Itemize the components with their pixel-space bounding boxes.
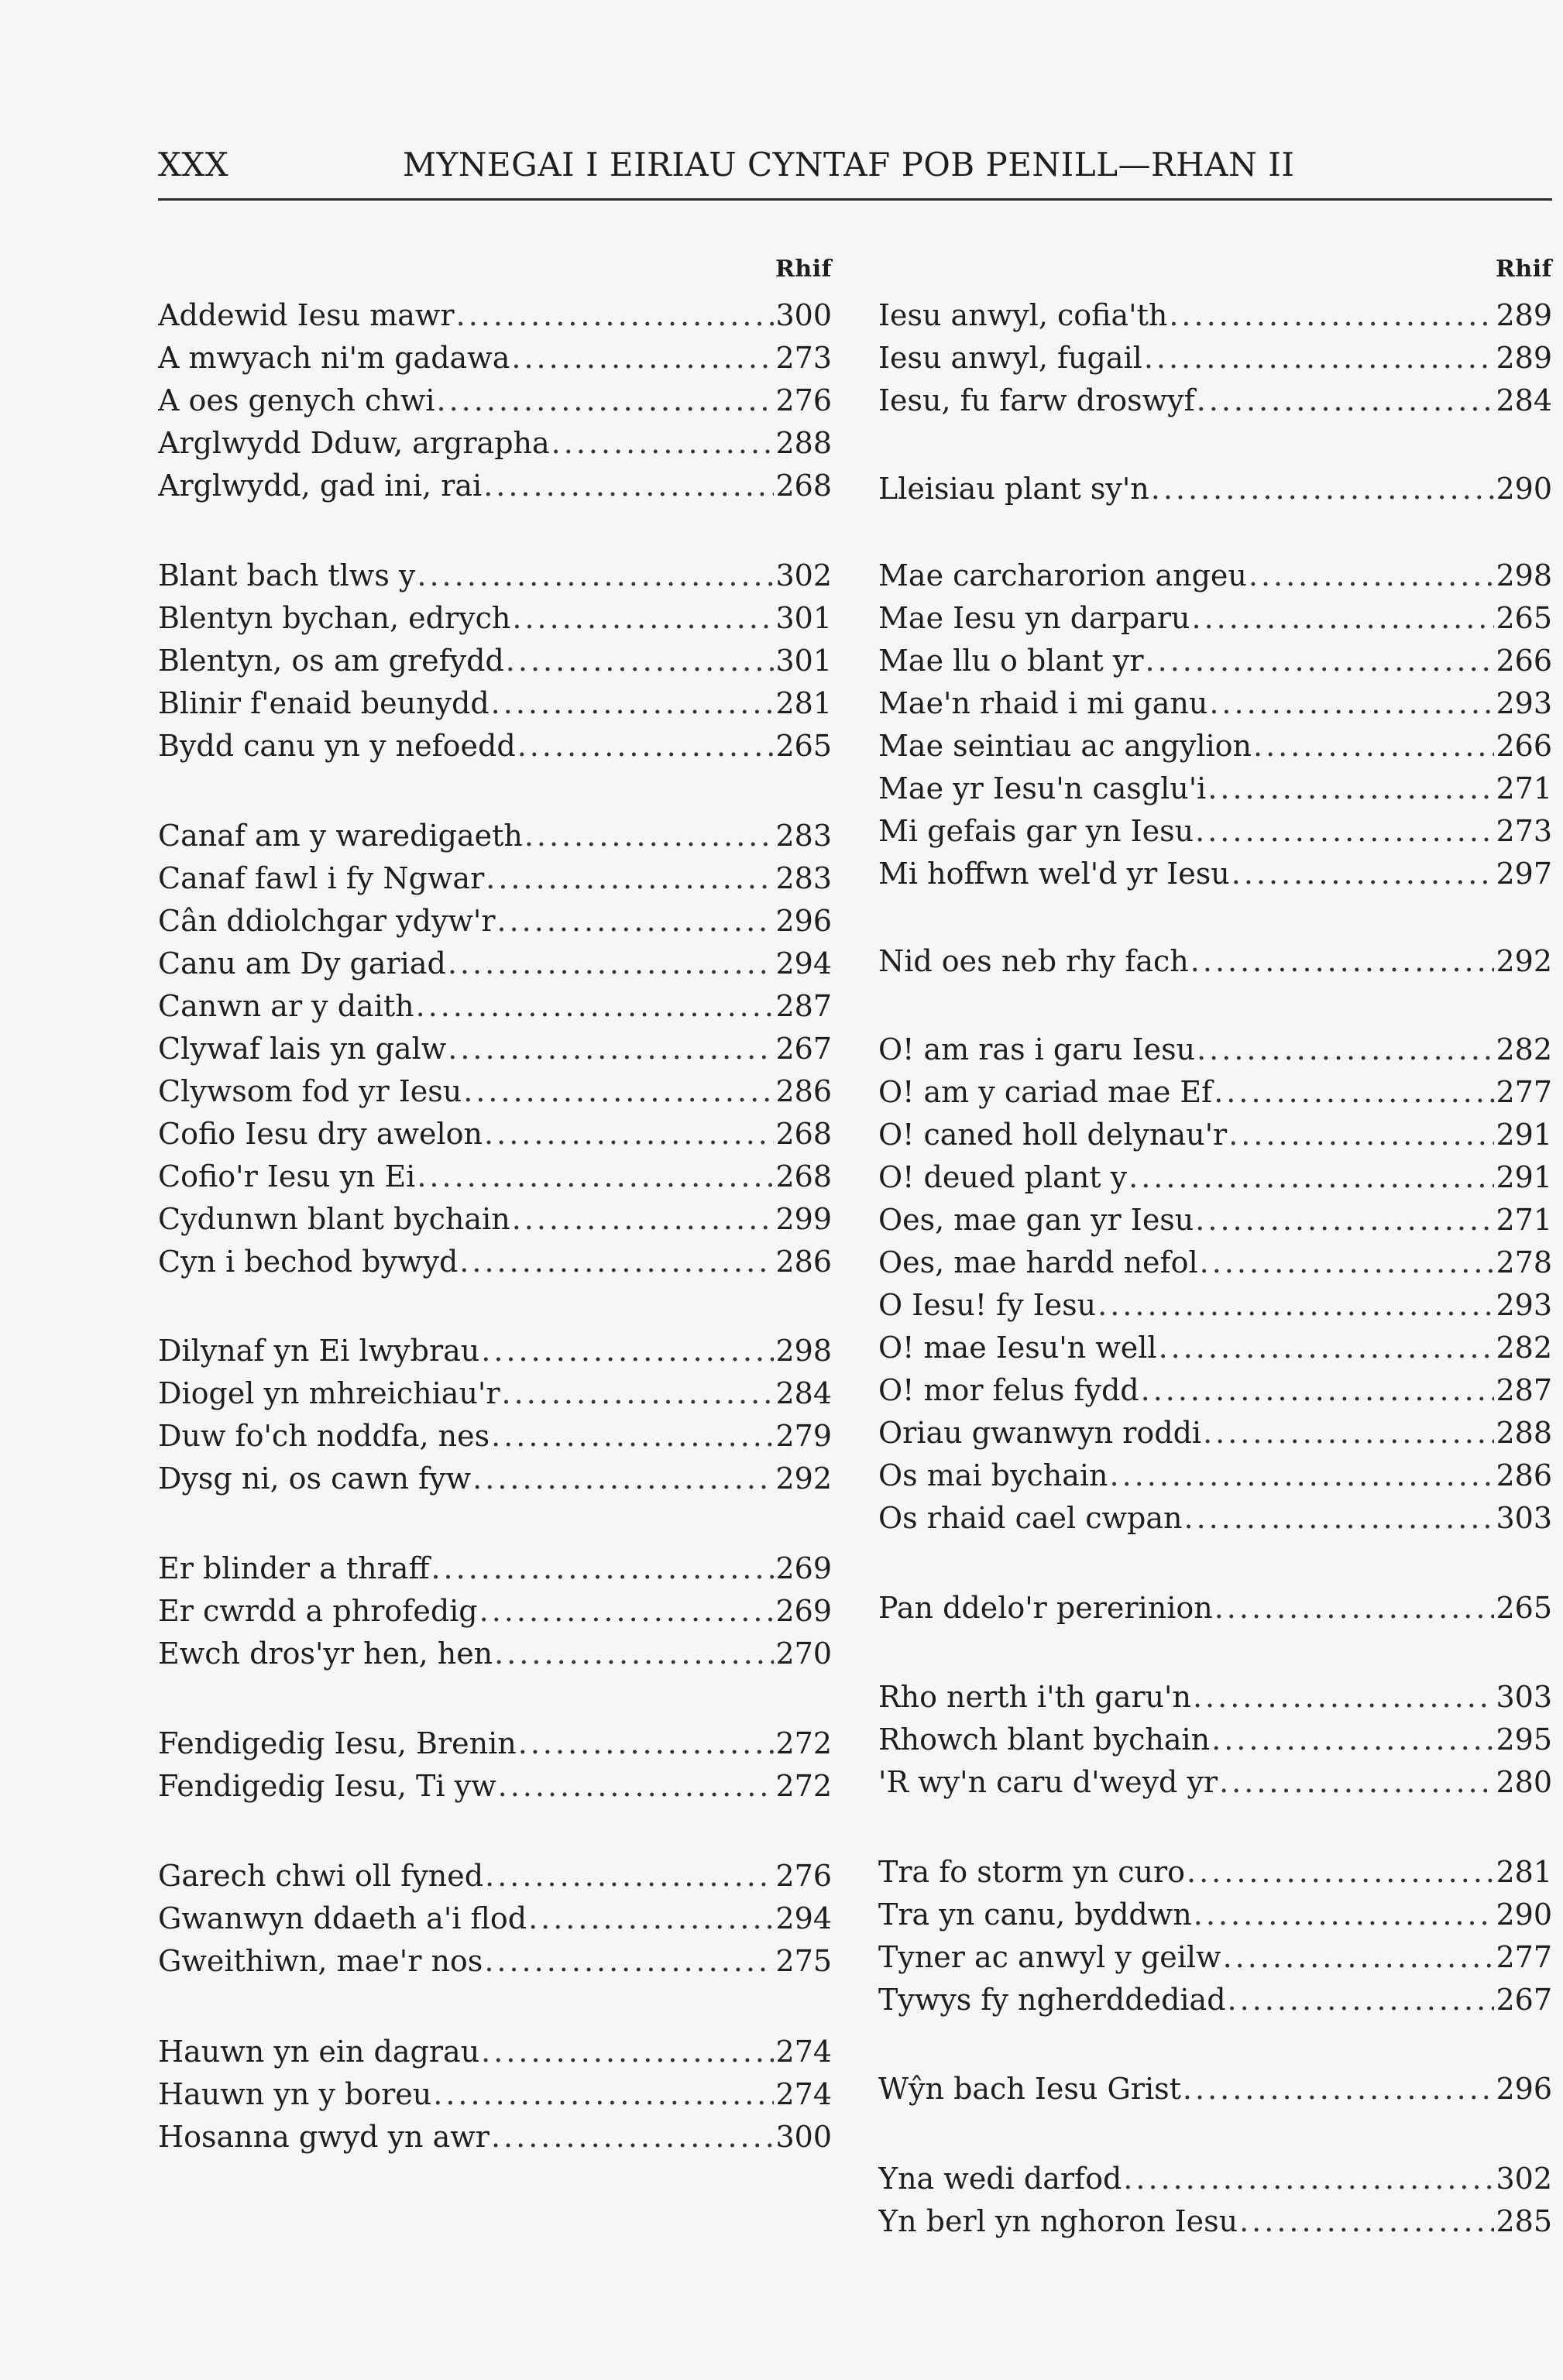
- index-entry: [878, 1330, 1552, 1365]
- entry-hymn-number: 286: [775, 1245, 832, 1279]
- index-entry: [878, 943, 1552, 979]
- entry-first-line: Mae carcharorion angeu: [878, 558, 1247, 592]
- rhif-label: Rhif: [775, 256, 832, 283]
- dot-leader: [551, 425, 775, 461]
- index-entry: [158, 1116, 832, 1152]
- entry-first-line: O! deued plant y: [878, 1160, 1128, 1194]
- entry-hymn-number: 302: [1496, 2162, 1552, 2196]
- index-entry: [158, 1244, 832, 1279]
- entry-first-line: Cydunwn blant bychain: [158, 1202, 510, 1236]
- entry-hymn-number: 302: [775, 558, 832, 592]
- entry-hymn-number: 270: [775, 1636, 832, 1671]
- index-entry: [158, 1593, 832, 1629]
- entry-hymn-number: 287: [1496, 1373, 1552, 1407]
- entry-hymn-number: 274: [775, 2077, 832, 2111]
- index-entry: [878, 1159, 1552, 1195]
- entry-first-line: A mwyach ni'm gadawa: [158, 341, 510, 375]
- index-entry: [878, 1897, 1552, 1932]
- entry-first-line: Os rhaid cael cwpan: [878, 1501, 1183, 1535]
- entry-first-line: Yn berl yn nghoron Iesu: [878, 2204, 1238, 2238]
- entry-hymn-number: 267: [1496, 1983, 1552, 2017]
- dot-leader: [1190, 943, 1495, 979]
- entry-first-line: Hosanna gwyd yn awr: [158, 2120, 490, 2154]
- entry-first-line: O Iesu! fy Iesu: [878, 1288, 1097, 1322]
- entry-hymn-number: 288: [1496, 1416, 1552, 1450]
- entry-first-line: Tra fo storm yn curo: [878, 1855, 1186, 1889]
- index-entry: [158, 2076, 832, 2112]
- index-entry: [878, 1500, 1552, 1536]
- dot-leader: [1110, 1458, 1495, 1493]
- entry-hymn-number: 265: [775, 729, 832, 763]
- dot-leader: [1197, 383, 1495, 418]
- index-entry: [158, 1858, 832, 1894]
- dot-leader: [512, 1201, 775, 1237]
- entry-hymn-number: 267: [775, 1032, 832, 1066]
- dot-leader: [463, 1073, 774, 1109]
- entry-first-line: Nid oes neb rhy fach: [878, 944, 1189, 978]
- entry-first-line: Canwn ar y daith: [158, 989, 414, 1023]
- index-entry: [878, 2203, 1552, 2239]
- entry-first-line: Diogel yn mhreichiau'r: [158, 1376, 500, 1410]
- dot-leader: [1183, 2071, 1495, 2107]
- dot-leader: [484, 1943, 774, 1979]
- dot-leader: [1151, 471, 1495, 507]
- entry-hymn-number: 283: [775, 861, 832, 895]
- entry-hymn-number: 300: [775, 2120, 832, 2154]
- index-entry: [158, 685, 832, 721]
- dot-leader: [1219, 1764, 1494, 1800]
- entry-hymn-number: 278: [1496, 1245, 1552, 1279]
- entry-first-line: Mi hoffwn wel'd yr Iesu: [878, 857, 1230, 891]
- entry-first-line: Garech chwi oll fyned: [158, 1859, 484, 1893]
- index-entry: [878, 2161, 1552, 2196]
- header-rule: [158, 198, 1552, 201]
- entry-first-line: Addewid Iesu mawr: [158, 298, 455, 332]
- entry-first-line: O! caned holl delynau'r: [878, 1118, 1228, 1152]
- dot-leader: [1194, 1897, 1495, 1932]
- dot-leader: [1159, 1330, 1495, 1365]
- index-entry: [878, 1722, 1552, 1757]
- entry-first-line: A oes genych chwi: [158, 383, 435, 417]
- index-entry: [158, 600, 832, 636]
- entry-hymn-number: 274: [775, 2035, 832, 2069]
- entry-hymn-number: 301: [775, 601, 832, 635]
- entry-first-line: Arglwydd, gad ini, rai: [158, 469, 483, 503]
- entry-first-line: Blentyn bychan, edrych: [158, 601, 511, 635]
- dot-leader: [1211, 1722, 1494, 1757]
- index-entry: [158, 1159, 832, 1194]
- entry-hymn-number: 268: [775, 469, 832, 503]
- dot-leader: [1207, 771, 1494, 806]
- entry-first-line: Canaf fawl i fy Ngwar: [158, 861, 485, 895]
- index-entry: [878, 1854, 1552, 1890]
- dot-leader: [497, 903, 775, 939]
- index-entry: [158, 1073, 832, 1109]
- dot-leader: [494, 1636, 774, 1671]
- index-entry: [878, 771, 1552, 806]
- dot-leader: [484, 1116, 774, 1152]
- index-entry: [158, 988, 832, 1024]
- dot-leader: [1187, 1854, 1494, 1890]
- dot-leader: [1195, 813, 1494, 849]
- entry-first-line: Dilynaf yn Ei lwybrau: [158, 1334, 480, 1368]
- entry-first-line: O! mae Iesu'n well: [878, 1331, 1157, 1365]
- index-entry: [158, 1943, 832, 1979]
- index-entry: [158, 1636, 832, 1671]
- dot-leader: [1203, 1415, 1494, 1451]
- index-entry: [878, 1287, 1552, 1323]
- entry-hymn-number: 299: [775, 1202, 832, 1236]
- entry-first-line: Mae llu o blant yr: [878, 644, 1144, 678]
- entry-hymn-number: 282: [1496, 1032, 1552, 1066]
- entry-first-line: O! am y cariad mae Ef: [878, 1075, 1213, 1109]
- dot-leader: [456, 297, 775, 333]
- entry-hymn-number: 303: [1496, 1680, 1552, 1714]
- dot-leader: [1253, 728, 1494, 764]
- index-entry: [878, 383, 1552, 418]
- entry-hymn-number: 279: [775, 1419, 832, 1453]
- dot-leader: [1098, 1287, 1494, 1323]
- entry-first-line: Arglwydd Dduw, argrapha: [158, 426, 550, 460]
- index-entry: [158, 2034, 832, 2069]
- entry-first-line: Hauwn yn y boreu: [158, 2077, 432, 2111]
- index-entry: [158, 2119, 832, 2155]
- index-entry: [158, 1551, 832, 1586]
- entry-hymn-number: 269: [775, 1551, 832, 1585]
- entry-hymn-number: 297: [1496, 857, 1552, 891]
- index-entry: [878, 1202, 1552, 1238]
- entry-hymn-number: 265: [1496, 1591, 1552, 1625]
- dot-leader: [1214, 1590, 1495, 1626]
- entry-first-line: Rhowch blant bychain: [878, 1722, 1211, 1757]
- dot-leader: [448, 946, 775, 981]
- dot-leader: [498, 1768, 775, 1804]
- dot-leader: [486, 860, 774, 896]
- entry-first-line: Blant bach tlws y: [158, 558, 416, 592]
- dot-leader: [491, 685, 775, 721]
- entry-first-line: Mae seintiau ac angylion: [878, 729, 1252, 763]
- entry-first-line: Clywaf lais yn galw: [158, 1032, 447, 1066]
- dot-leader: [1214, 1074, 1494, 1110]
- dot-leader: [517, 728, 775, 764]
- index-entry: [878, 813, 1552, 849]
- entry-hymn-number: 298: [775, 1334, 832, 1368]
- page-number: XXX: [158, 146, 229, 184]
- entry-first-line: Fendigedig Iesu, Ti yw: [158, 1769, 496, 1803]
- dot-leader: [1249, 558, 1495, 593]
- index-entry: [878, 685, 1552, 721]
- dot-leader: [1232, 856, 1495, 891]
- entry-hymn-number: 291: [1496, 1160, 1552, 1194]
- entry-first-line: O! am ras i garu Iesu: [878, 1032, 1196, 1066]
- entry-first-line: Rho nerth i'th garu'n: [878, 1680, 1191, 1714]
- entry-first-line: Ewch dros'yr hen, hen: [158, 1636, 493, 1671]
- index-entry: [878, 1764, 1552, 1800]
- entry-first-line: Yna wedi darfod: [878, 2162, 1122, 2196]
- entry-hymn-number: 265: [1496, 601, 1552, 635]
- entry-hymn-number: 286: [1496, 1458, 1552, 1492]
- index-entry: [878, 1415, 1552, 1451]
- index-entry: [878, 558, 1552, 593]
- entry-first-line: Tywys fy ngherddediad: [878, 1983, 1226, 2017]
- index-entry: [158, 1726, 832, 1761]
- index-entry: [158, 425, 832, 461]
- entry-first-line: Iesu anwyl, cofia'th: [878, 298, 1168, 332]
- entry-hymn-number: 271: [1496, 1203, 1552, 1237]
- dot-leader: [1169, 297, 1494, 333]
- entry-hymn-number: 287: [775, 989, 832, 1023]
- index-entry: [158, 643, 832, 678]
- entry-first-line: Mi gefais gar yn Iesu: [878, 814, 1194, 848]
- entry-hymn-number: 271: [1496, 771, 1552, 805]
- index-entry: [878, 471, 1552, 507]
- dot-leader: [485, 1858, 774, 1894]
- entry-first-line: Cân ddiolchgar ydyw'r: [158, 904, 496, 938]
- entry-first-line: Hauwn yn ein dagrau: [158, 2035, 480, 2069]
- index-entry: [878, 600, 1552, 636]
- dot-leader: [481, 2034, 774, 2069]
- entry-hymn-number: 280: [1496, 1765, 1552, 1799]
- entry-first-line: Mae yr Iesu'n casglu'i: [878, 771, 1207, 805]
- entry-hymn-number: 272: [775, 1769, 832, 1803]
- entry-hymn-number: 288: [775, 426, 832, 460]
- entry-first-line: Dysg ni, os cawn fyw: [158, 1461, 472, 1496]
- index-entry: [158, 1768, 832, 1804]
- entry-first-line: Oes, mae hardd nefol: [878, 1245, 1198, 1279]
- index-entry: [158, 1375, 832, 1411]
- entry-first-line: O! mor felus fydd: [878, 1373, 1139, 1407]
- dot-leader: [511, 340, 774, 376]
- index-entry: [158, 1031, 832, 1066]
- dot-leader: [472, 1461, 774, 1496]
- index-entry: [158, 1901, 832, 1936]
- index-entry: [158, 903, 832, 939]
- index-entry: [158, 728, 832, 764]
- index-entry: [158, 340, 832, 376]
- index-entry: [158, 1418, 832, 1454]
- dot-leader: [524, 818, 775, 853]
- index-entry: [158, 297, 832, 333]
- dot-leader: [1193, 1679, 1495, 1715]
- entry-hymn-number: 284: [775, 1376, 832, 1410]
- entry-hymn-number: 283: [775, 819, 832, 853]
- entry-first-line: Oriau gwanwyn roddi: [878, 1416, 1202, 1450]
- entry-hymn-number: 277: [1496, 1075, 1552, 1109]
- entry-first-line: Mae'n rhaid i mi ganu: [878, 686, 1208, 720]
- index-entry: [878, 856, 1552, 891]
- dot-leader: [1209, 685, 1494, 721]
- dot-leader: [481, 1333, 774, 1369]
- dot-leader: [1200, 1245, 1495, 1280]
- dot-leader: [479, 1593, 775, 1629]
- index-entry: [878, 1245, 1552, 1280]
- index-entry: [878, 1458, 1552, 1493]
- dot-leader: [1197, 1032, 1494, 1067]
- entry-first-line: Clywsom fod yr Iesu: [158, 1074, 462, 1108]
- index-entry: [878, 1372, 1552, 1408]
- entry-hymn-number: 268: [775, 1159, 832, 1193]
- entry-hymn-number: 292: [1496, 944, 1552, 978]
- index-entry: [158, 558, 832, 593]
- dot-leader: [431, 1551, 774, 1586]
- entry-hymn-number: 273: [1496, 814, 1552, 848]
- entry-first-line: Bydd canu yn y nefoedd: [158, 729, 516, 763]
- index-entry: [158, 383, 832, 418]
- dot-leader: [502, 1375, 775, 1411]
- entry-hymn-number: 276: [775, 1859, 832, 1893]
- dot-leader: [1128, 1159, 1494, 1195]
- dot-leader: [1141, 1372, 1495, 1408]
- entry-hymn-number: 298: [1496, 558, 1552, 592]
- index-entry: [878, 1074, 1552, 1110]
- entry-first-line: Oes, mae gan yr Iesu: [878, 1203, 1194, 1237]
- entry-first-line: Wŷn bach Iesu Grist: [878, 2072, 1181, 2106]
- entry-first-line: Cofio'r Iesu yn Ei: [158, 1159, 416, 1193]
- index-entry: [878, 1590, 1552, 1626]
- entry-first-line: Cofio Iesu dry awelon: [158, 1117, 483, 1151]
- entry-hymn-number: 266: [1496, 729, 1552, 763]
- entry-hymn-number: 286: [775, 1074, 832, 1108]
- entry-hymn-number: 268: [775, 1117, 832, 1151]
- entry-first-line: Tyner ac anwyl y geilw: [878, 1940, 1221, 1974]
- dot-leader: [512, 600, 774, 636]
- page-header: [158, 146, 1549, 189]
- entry-hymn-number: 292: [775, 1461, 832, 1496]
- dot-leader: [1144, 340, 1495, 376]
- index-entry: [158, 860, 832, 896]
- index-entry: [158, 818, 832, 853]
- index-entry: [158, 946, 832, 981]
- dot-leader: [1191, 600, 1494, 636]
- dot-leader: [491, 2119, 775, 2155]
- dot-leader: [459, 1244, 774, 1279]
- entry-hymn-number: 293: [1496, 686, 1552, 720]
- index-entry: [878, 2071, 1552, 2107]
- index-entry: [878, 1117, 1552, 1152]
- index-entry: [158, 1201, 832, 1237]
- entry-first-line: Pan ddelo'r pererinion: [878, 1591, 1213, 1625]
- index-entry: [878, 1982, 1552, 2018]
- dot-leader: [448, 1031, 774, 1066]
- entry-hymn-number: 303: [1496, 1501, 1552, 1535]
- entry-hymn-number: 277: [1496, 1940, 1552, 1974]
- entry-hymn-number: 300: [775, 298, 832, 332]
- entry-hymn-number: 276: [775, 383, 832, 417]
- index-entry: [878, 643, 1552, 678]
- dot-leader: [1223, 1939, 1495, 1975]
- entry-first-line: Duw fo'ch noddfa, nes: [158, 1419, 490, 1453]
- entry-first-line: Gweithiwn, mae'r nos: [158, 1944, 483, 1978]
- entry-hymn-number: 266: [1496, 644, 1552, 678]
- entry-hymn-number: 281: [775, 686, 832, 720]
- index-entry: [878, 340, 1552, 376]
- entry-first-line: Iesu, fu farw droswyf: [878, 383, 1195, 417]
- dot-leader: [1195, 1202, 1494, 1238]
- rhif-label: Rhif: [1495, 256, 1552, 283]
- entry-first-line: 'R wy'n caru d'weyd yr: [878, 1765, 1218, 1799]
- index-entry: [878, 297, 1552, 333]
- dot-leader: [437, 383, 775, 418]
- dot-leader: [1146, 643, 1495, 678]
- index-entry: [878, 1032, 1552, 1067]
- entry-hymn-number: 290: [1496, 1897, 1552, 1932]
- entry-first-line: Cyn i bechod bywyd: [158, 1245, 459, 1279]
- entry-hymn-number: 301: [775, 644, 832, 678]
- dot-leader: [417, 1159, 774, 1194]
- entry-first-line: Canu am Dy gariad: [158, 946, 446, 981]
- dot-leader: [1228, 1117, 1494, 1152]
- entry-first-line: Mae Iesu yn darparu: [878, 601, 1190, 635]
- dot-leader: [1184, 1500, 1495, 1536]
- dot-leader: [518, 1726, 775, 1761]
- entry-hymn-number: 289: [1496, 298, 1552, 332]
- entry-first-line: Blinir f'enaid beunydd: [158, 686, 490, 720]
- entry-hymn-number: 293: [1496, 1288, 1552, 1322]
- entry-hymn-number: 294: [775, 946, 832, 981]
- entry-hymn-number: 282: [1496, 1331, 1552, 1365]
- entry-hymn-number: 285: [1496, 2204, 1552, 2238]
- dot-leader: [1239, 2203, 1494, 2239]
- entry-first-line: Fendigedig Iesu, Brenin: [158, 1726, 517, 1760]
- entry-first-line: Canaf am y waredigaeth: [158, 819, 523, 853]
- index-entry: [158, 1461, 832, 1496]
- entry-hymn-number: 281: [1496, 1855, 1552, 1889]
- entry-hymn-number: 290: [1496, 472, 1552, 506]
- entry-hymn-number: 284: [1496, 383, 1552, 417]
- entry-first-line: Blentyn, os am grefydd: [158, 644, 504, 678]
- entry-hymn-number: 296: [775, 904, 832, 938]
- entry-first-line: Er cwrdd a phrofedig: [158, 1594, 478, 1628]
- entry-first-line: Tra yn canu, byddwn: [878, 1897, 1192, 1932]
- entry-first-line: Gwanwyn ddaeth a'i flod: [158, 1901, 527, 1935]
- dot-leader: [506, 643, 775, 678]
- page-title: MYNEGAI I EIRIAU CYNTAF POB PENILL—RHAN II: [403, 146, 1295, 184]
- entry-hymn-number: 294: [775, 1901, 832, 1935]
- dot-leader: [483, 468, 774, 503]
- index-entry: [878, 728, 1552, 764]
- entry-hymn-number: 295: [1496, 1722, 1552, 1757]
- index-entry: [878, 1939, 1552, 1975]
- dot-leader: [416, 988, 775, 1024]
- entry-hymn-number: 291: [1496, 1118, 1552, 1152]
- entry-first-line: Lleisiau plant sy'n: [878, 472, 1149, 506]
- entry-hymn-number: 272: [775, 1726, 832, 1760]
- entry-hymn-number: 273: [775, 341, 832, 375]
- dot-leader: [491, 1418, 774, 1454]
- entry-first-line: Iesu anwyl, fugail: [878, 341, 1142, 375]
- dot-leader: [1228, 1982, 1495, 2018]
- dot-leader: [528, 1901, 774, 1936]
- index-entry: [878, 1679, 1552, 1715]
- index-entry: [158, 468, 832, 503]
- index-entry: [158, 1333, 832, 1369]
- entry-hymn-number: 289: [1496, 341, 1552, 375]
- entry-hymn-number: 296: [1496, 2072, 1552, 2106]
- entry-hymn-number: 269: [775, 1594, 832, 1628]
- dot-leader: [1123, 2161, 1494, 2196]
- dot-leader: [433, 2076, 774, 2112]
- entry-first-line: Er blinder a thraff: [158, 1551, 430, 1585]
- dot-leader: [417, 558, 774, 593]
- entry-hymn-number: 275: [775, 1944, 832, 1978]
- entry-first-line: Os mai bychain: [878, 1458, 1108, 1492]
